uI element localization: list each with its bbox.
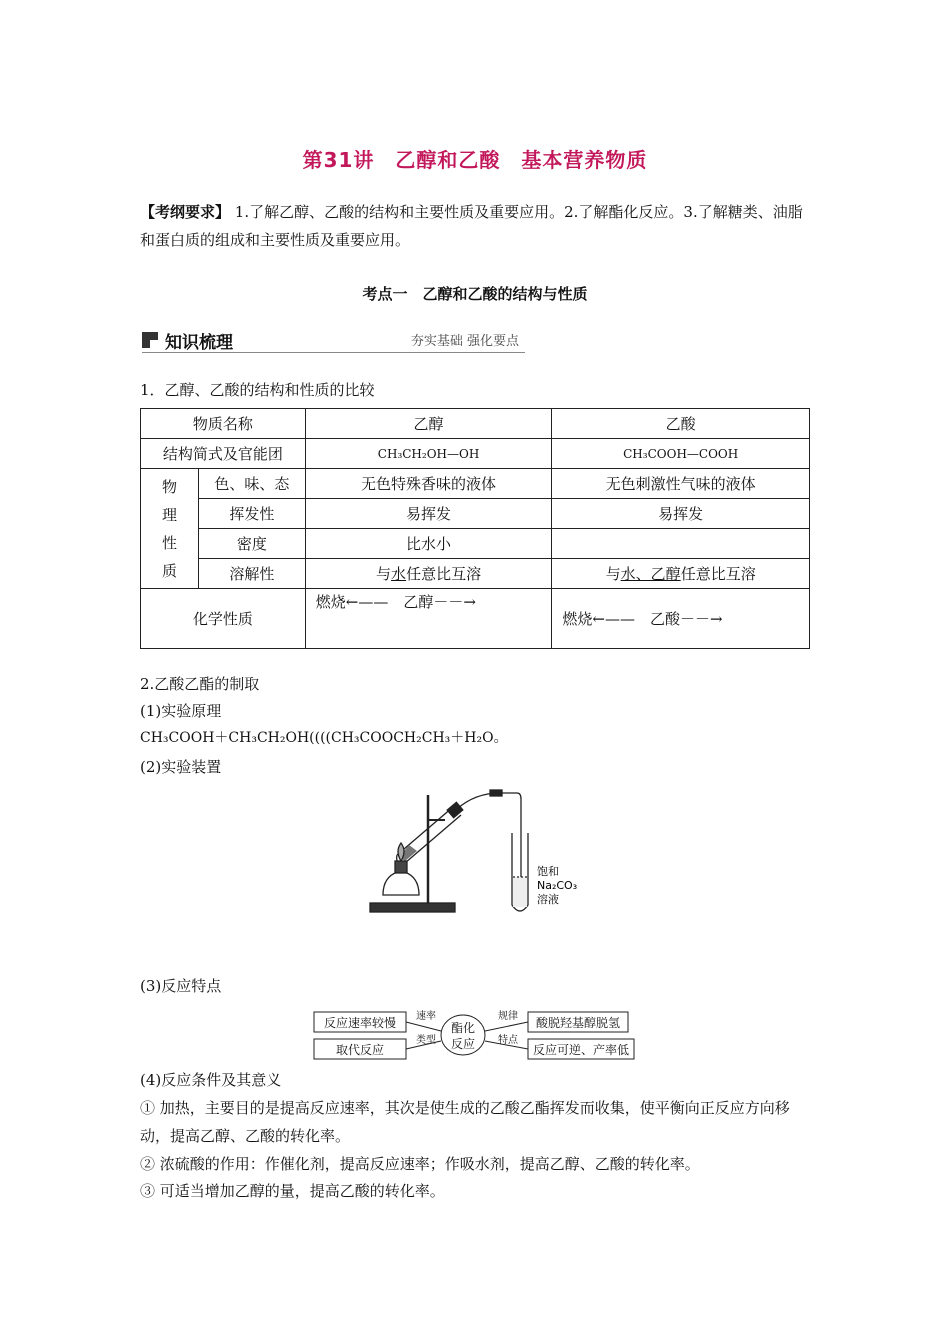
left-top-label: 反应速率较慢 — [323, 1016, 397, 1030]
section1-heading: 1．乙醇、乙酸的结构和性质的比较 — [140, 381, 375, 399]
center-label-bottom: 反应 — [450, 1037, 476, 1051]
table-cell: 物质名称 — [141, 409, 306, 439]
subheading-principle: (1)实验原理 — [140, 702, 222, 720]
table-cell: 结构简式及官能团 — [141, 439, 306, 469]
table-cell: 乙酸 — [552, 409, 810, 439]
table-row — [141, 559, 810, 589]
table-cell: 密度 — [198, 529, 305, 559]
table-cell: 无色特殊香味的液体 — [305, 469, 552, 499]
table-cell: 挥发性 — [198, 499, 305, 529]
apparatus-label: Na₂CO₃ — [537, 879, 578, 892]
table-cell: 燃烧←—— 乙酸－－→ — [552, 589, 810, 649]
center-label-top: 酯化 — [450, 1021, 476, 1035]
table-cell: 易挥发 — [305, 499, 552, 529]
link-label: 速率 — [416, 1011, 436, 1022]
right-bottom-label: 反应可逆、产率低 — [532, 1043, 630, 1057]
table-row — [141, 409, 810, 439]
physical-group-cell: 物 理 性 质 — [141, 469, 199, 589]
table-cell: CH₃COOH—COOH — [552, 439, 810, 469]
link-label: 类型 — [416, 1035, 436, 1046]
table-cell: CH₃CH₂OH—OH — [305, 439, 552, 469]
condition-item-2: ② 浓硫酸的作用：作催化剂，提高反应速率；作吸水剂，提高乙醇、乙酸的转化率。 — [140, 1155, 700, 1173]
condition-item-1: ① 加热，主要目的是提高反应速率，其次是使生成的乙酸乙酯挥发而收集，使平衡向正反应方向移动，提高乙醇、乙酸的转化率。 — [140, 1099, 790, 1145]
page-title: 第31讲 乙醇和乙酸 基本营养物质 — [302, 148, 648, 172]
table-row — [141, 439, 810, 469]
table-cell: 乙醇 — [305, 409, 552, 439]
section-heading: 考点一 乙醇和乙酸的结构与性质 — [362, 285, 588, 303]
condition-item-3: ③ 可适当增加乙醇的量，提高乙酸的转化率。 — [140, 1182, 445, 1200]
comparison-table — [140, 408, 810, 649]
features-diagram — [310, 1003, 640, 1063]
requirements — [140, 198, 810, 254]
apparatus-illustration — [365, 785, 595, 920]
table-cell — [552, 529, 810, 559]
banner-divider — [142, 352, 525, 353]
table-row — [141, 499, 810, 529]
table-cell: 与水、乙醇任意比互溶 — [552, 559, 810, 589]
table-cell: 溶解性 — [198, 559, 305, 589]
right-top-label: 酸脱羟基醇脱氢 — [535, 1016, 621, 1030]
subheading-conditions: (4)反应条件及其意义 — [140, 1071, 282, 1089]
link-label: 规律 — [498, 1011, 518, 1022]
requirements-label: 【考纲要求】 — [140, 203, 231, 221]
subheading-apparatus: (2)实验装置 — [140, 758, 222, 776]
banner-subtitle: 夯实基础 强化要点 — [410, 334, 519, 349]
section2-heading: 2.乙酸乙酯的制取 — [140, 675, 260, 693]
table-row — [141, 589, 810, 649]
subheading-features: (3)反应特点 — [140, 977, 222, 995]
table-cell: 燃烧←—— 乙醇－－→ — [305, 589, 552, 649]
apparatus-label: 溶液 — [537, 893, 559, 906]
table-cell: 化学性质 — [141, 589, 306, 649]
requirements-text: 1.了解乙醇、乙酸的结构和主要性质及重要应用。2.了解酯化反应。3.了解糖类、油脂和蛋白质的组成和主要性质及重要应用。 — [140, 203, 803, 249]
link-label: 特点 — [498, 1035, 518, 1046]
table-cell: 与水任意比互溶 — [305, 559, 552, 589]
knowledge-banner — [140, 328, 525, 356]
apparatus-label: 饱和 — [537, 865, 559, 878]
left-bottom-label: 取代反应 — [335, 1043, 385, 1057]
table-row — [141, 469, 810, 499]
table-cell: 比水小 — [305, 529, 552, 559]
table-cell: 易挥发 — [552, 499, 810, 529]
table-cell: 无色刺激性气味的液体 — [552, 469, 810, 499]
stand-base — [370, 903, 455, 912]
banner-title: 知识梳理 — [165, 333, 233, 353]
table-row — [141, 529, 810, 559]
table-cell: 色、味、态 — [198, 469, 305, 499]
reaction-equation: CH₃COOH＋CH₃CH₂OH((((CH₃COOCH₂CH₃＋H₂O。 — [140, 730, 508, 746]
